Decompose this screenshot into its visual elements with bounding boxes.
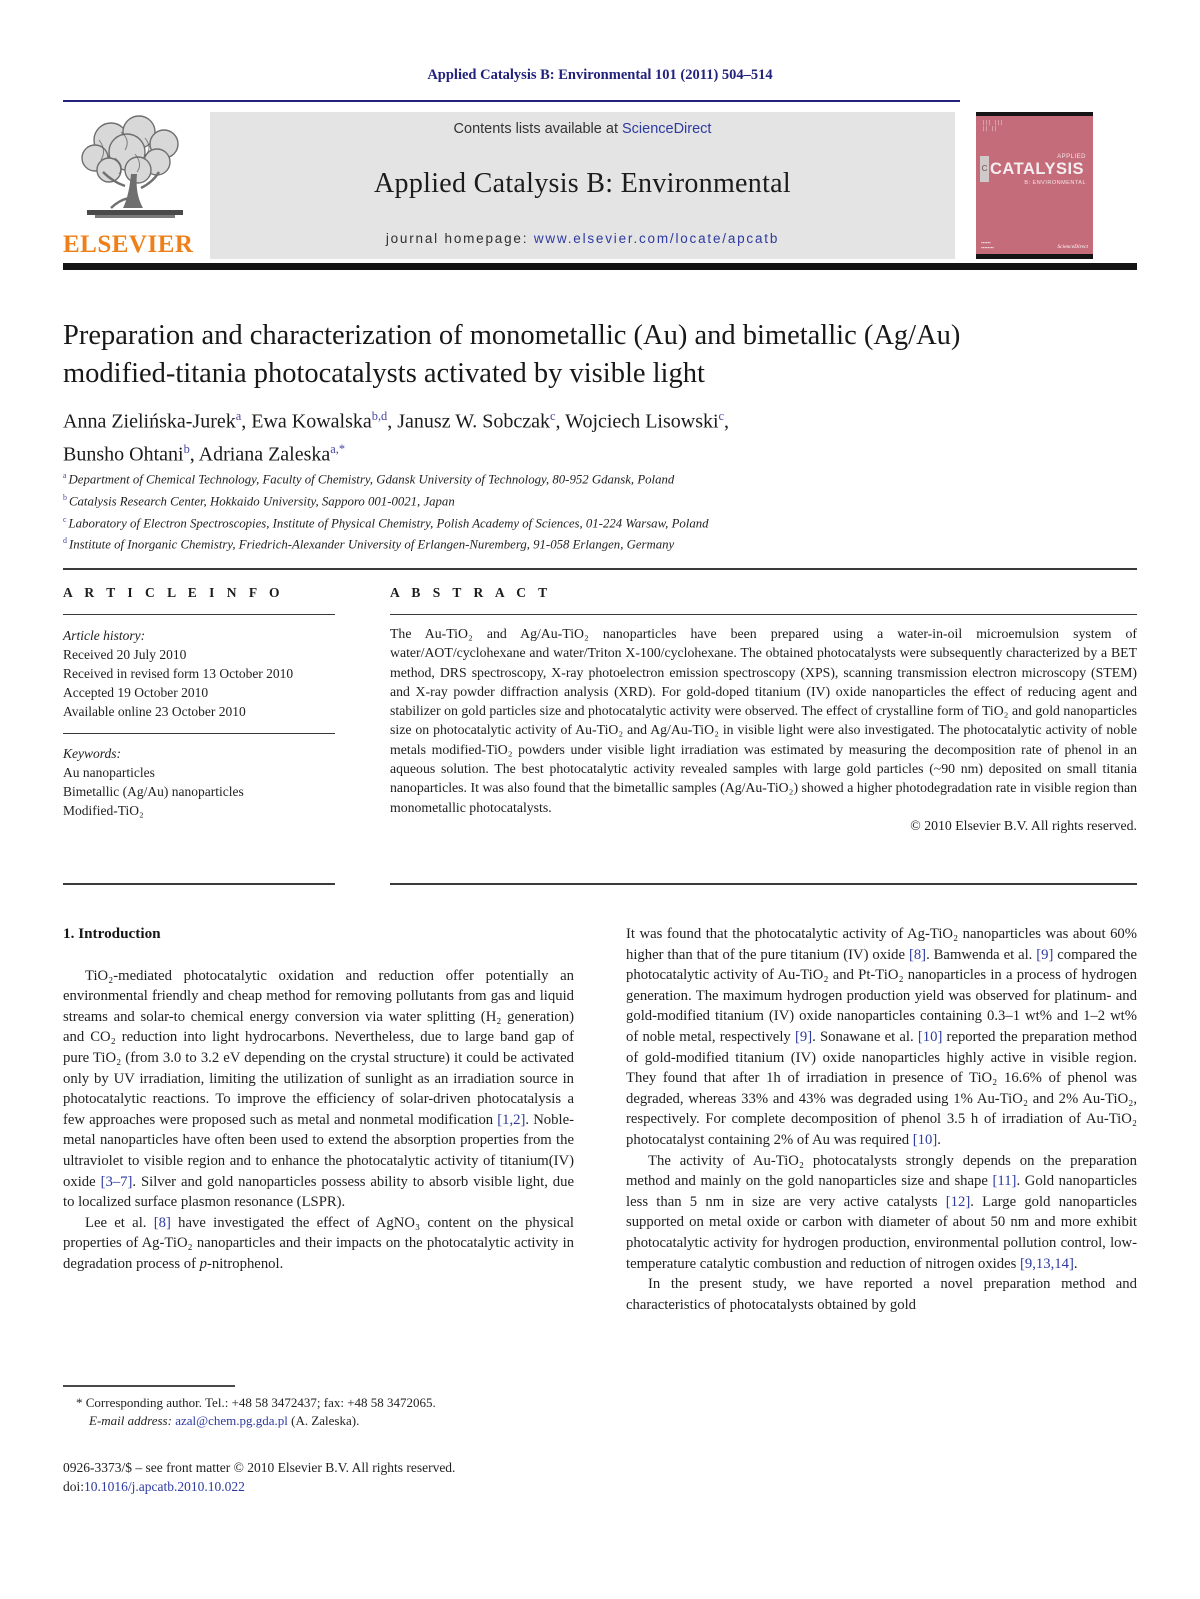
author-affiliation-mark: b <box>183 441 190 456</box>
cover-code: ||| ||| || || <box>982 120 1004 132</box>
cover-applied-label: APPLIED <box>1057 154 1086 160</box>
intro-paragraph: Lee et al. [8] have investigated the effect of AgNO₃ content on the physical properties of Ag-TiO₂ nanoparticles and their impacts on the photocatalytic activity in degradation process of p-nitrophenol. <box>63 1214 574 1272</box>
article-title-line1: Preparation and characterization of monometallic (Au) and bimetallic (Ag/Au) <box>63 320 961 351</box>
email-link[interactable]: azal@chem.pg.gda.pl <box>175 1413 288 1428</box>
section-heading-introduction: 1. Introduction <box>63 925 161 942</box>
citation-ref[interactable]: [9,13,14] <box>1020 1255 1074 1272</box>
article-info-heading: A R T I C L E I N F O <box>63 585 335 615</box>
history-revised: Received in revised form 13 October 2010 <box>63 666 294 681</box>
citation-ref[interactable]: [9] <box>1036 946 1054 963</box>
history-accepted: Accepted 19 October 2010 <box>63 685 209 700</box>
keyword-2: Bimetallic (Ag/Au) nanoparticles <box>63 784 244 799</box>
author-line-1: Anna Zielińska-Jurek$^a$, Ewa Kowalska$^{b,d}$, Janusz W. Sobczak$^c$, Wojciech Lisowski$^c$, <box>63 409 730 433</box>
author-affiliation-mark: a <box>235 409 242 423</box>
keywords-label: Keywords: <box>63 746 121 761</box>
issn-copyright-line: 0926-3373/$ – see front matter © 2010 Elsevier B.V. All rights reserved. <box>63 1460 456 1475</box>
citation-ref[interactable]: [12] <box>945 1193 971 1210</box>
intro-paragraph: The activity of Au-TiO₂ photocatalysts strongly depends on the preparation method and mainly on the gold nanoparticles size and shape [11]. Gold nanoparticles less than 5 nm in size are very active catalysts [12]. Large gold nanoparticles supported on metal oxide or carbon with diameter of about 50 nm and more exhibit photocatalytic activity for hydrogen production, environmental pollution control, low-temperature catalytic combustion and reduction of nitrogen oxides [9,13,14]. <box>626 1152 1137 1272</box>
journal-title: Applied Catalysis B: Environmental <box>374 168 791 199</box>
cover-c-badge: C <box>980 156 989 182</box>
author-line-2: Bunsho Ohtani$^b$, Adriana Zaleska$^{a,*}$ <box>63 441 346 466</box>
citation-ref[interactable]: [10] <box>912 1131 938 1148</box>
keyword-1: Au nanoparticles <box>63 765 155 780</box>
contents-prefix: Contents lists available at <box>453 121 622 137</box>
info-band-bottom-rule-left <box>63 883 335 885</box>
author-affiliation-mark: a,* <box>330 441 346 456</box>
citation-ref[interactable]: [8] <box>153 1214 171 1231</box>
text-segment: E-mail address: <box>89 1413 172 1428</box>
info-band-top-rule <box>63 568 1137 570</box>
footnote-rule <box>63 1385 235 1387</box>
cover-title: CATALYSIS <box>990 160 1085 178</box>
homepage-prefix: journal homepage: <box>385 231 534 246</box>
citation-ref[interactable]: [10] <box>917 1028 943 1045</box>
author-affiliation-mark: b,d <box>371 409 388 423</box>
doi-line: doi:10.1016/j.apcatb.2010.10.022 <box>63 1479 245 1494</box>
cover-sciencedirect-mini: ScienceDirect <box>1057 244 1088 250</box>
citation-ref[interactable]: [8] <box>908 946 927 963</box>
elsevier-tree-icon <box>65 114 205 229</box>
author-affiliation-mark: d <box>63 536 67 546</box>
sciencedirect-link[interactable]: ScienceDirect <box>622 121 712 137</box>
affiliation-d: $^d$ Institute of Inorganic Chemistry, Friedrich-Alexander University of Erlangen-Nuremberg, 91-058 Erlangen, Germany <box>63 536 675 552</box>
info-band-bottom-rule-right <box>390 883 1137 885</box>
cover-subtitle: B: ENVIRONMENTAL <box>1024 180 1086 186</box>
abstract-heading: A B S T R A C T <box>390 585 1137 615</box>
doi-link[interactable]: 10.1016/j.apcatb.2010.10.022 <box>84 1479 245 1494</box>
article-history-label: Article history: <box>63 628 146 643</box>
keywords-group <box>63 733 335 820</box>
homepage-line <box>220 231 945 246</box>
author-affiliation-mark: b <box>63 492 67 502</box>
affiliation-list <box>63 467 1137 554</box>
keyword-3: Modified-TiO₂ <box>63 803 144 818</box>
body-column-right <box>626 924 1137 1315</box>
citation-ref[interactable]: [9] <box>794 1028 813 1045</box>
header-rule <box>63 100 960 102</box>
text-segment: p <box>199 1255 207 1272</box>
journal-header-banner <box>63 112 1137 259</box>
journal-banner-box <box>210 112 955 259</box>
citation-ref[interactable]: [11] <box>992 1173 1017 1190</box>
article-title-line2: modified-titania photocatalysts activated by visible light <box>63 358 705 389</box>
header-thick-rule <box>63 263 1137 270</box>
author-affiliation-mark: c <box>63 514 67 524</box>
author-affiliation-mark: a <box>63 471 67 480</box>
journal-homepage-link[interactable]: www.elsevier.com/locate/apcatb <box>533 231 780 246</box>
bottom-matter <box>63 1458 574 1496</box>
abstract-text: The Au-TiO₂ and Ag/Au-TiO₂ nanoparticles have been prepared using a water-in-oil microemulsion system of water/AOT/cyclohexane and water/Triton X-100/cyclohexane. The obtained photocatalysts were subsequently characterized by a BET method, DRS spectroscopy, X-ray photoelectron emission spectroscopy (XPS), scanning transmission electron microscopy (STEM) and X-ray powder diffraction analysis (XRD). For gold-doped titanium (IV) oxide nanoparticles the effect of reducing agent and stabilizer on gold particles size and photocatalytic activity were observed. The effect of crystalline form of TiO₂ and gold nanoparticles size on photocatalytic activity of Au-TiO₂ and Ag/Au-TiO₂ in visible light were also investigated. The photocatalytic activity of noble metals modified-TiO₂ powders under visible light irradiation was estimated by measuring the decomposition rate of phenol in an aqueous solution. The best photocatalytic activity revealed samples with large gold particles (~90 nm) deposited on small titania nanoparticles. It was also found that the bimetallic samples (Ag/Au-TiO₂) showed a higher photodegradation rate in visible region than monometallic photocatalysts. <box>390 626 1137 815</box>
footnote-contact: * Corresponding author. Tel.: +48 58 3472437; fax: +48 58 3472065. <box>76 1394 436 1410</box>
cover-footer-text: ▪▪▪▪▪▪ ▪▪▪▪▪▪▪▪ <box>981 240 994 250</box>
journal-cover-thumbnail[interactable] <box>976 112 1093 259</box>
abstract-copyright: © 2010 Elsevier B.V. All rights reserved. <box>910 817 1137 833</box>
contents-line <box>220 121 945 137</box>
citation-ref[interactable]: [1,2] <box>497 1111 526 1128</box>
corresponding-author-footnote <box>63 1385 574 1431</box>
article-title <box>63 317 1137 393</box>
elsevier-logo <box>63 112 208 259</box>
intro-paragraph: In the present study, we have reported a novel preparation method and characteristics of photocatalysts obtained by gold <box>626 1276 1137 1313</box>
journal-citation: Applied Catalysis B: Environmental 101 (2011) 504–514 <box>427 67 773 83</box>
author-list <box>63 403 1137 468</box>
history-online: Available online 23 October 2010 <box>63 704 246 719</box>
intro-paragraph: TiO₂-mediated photocatalytic oxidation and reduction offer potentially an environmental friendly and cheap method for removing pollutants from gas and liquid streams and solar-to chemical energy conversion via water splitting (H₂ generation) and CO₂ reduction into light hydrocarbons. Nevertheless, due to large band gap of pure TiO₂ (from 3.0 to 3.2 eV depending on the crystal structure) it could be activated only by UV irradiation, limiting the utilization of sunlight as an irradiation source in photocatalytic reactions. To improve the efficiency of solar-driven photocatalysis a few approaches were proposed such as metal and nonmetal modification [1,2]. Noble-metal nanoparticles have often been used to extend the absorption properties from the ultraviolet to visible region and to enhance the photocatalytic activity of titanium(IV) oxide [3–7]. Silver and gold nanoparticles possess ability to absorb visible light, due to localized surface plasmon resonance (LSPR). <box>63 967 575 1211</box>
intro-paragraph: It was found that the photocatalytic activity of Ag-TiO₂ nanoparticles was about 60% higher than that of the pure titanium (IV) oxide [8]. Bamwenda et al. [9] compared the photocatalytic activity of Au-TiO₂ and Pt-TiO₂ nanoparticles in a process of hydrogen generation. The maximum hydrogen production yield was observed for platinum- and gold-modified titanium (IV) oxide nanoparticles containing 0.3–1 wt% and 1–2 wt% of noble metal, respectively [9]. Sonawane et al. [10] reported the preparation method of gold-modified titanium (IV) oxide nanoparticles highly active in visible region. They found that after 1h of irradiation in presence of TiO₂ 16.6% of phenol was degraded, whereas 33% and 43% was degraded using 1% Au-TiO₂ and 2% Au-TiO₂, respectively. For complete decomposition of phenol 3.5 h of irradiation of Au-TiO₂ photocatalyst containing 2% of Au was required [10]. <box>626 926 1137 1148</box>
affiliation-a: $^a$ Department of Chemical Technology, Faculty of Chemistry, Gdansk University of Technology, 80-952 Gdansk, Poland <box>63 471 675 487</box>
author-affiliation-mark: c <box>550 409 556 423</box>
history-received: Received 20 July 2010 <box>63 647 187 662</box>
body-column-left <box>63 924 574 1275</box>
affiliation-b: $^b$ Catalysis Research Center, Hokkaido University, Sapporo 001-0021, Japan <box>63 492 455 509</box>
elsevier-wordmark: ELSEVIER <box>63 231 194 258</box>
affiliation-c: $^c$ Laboratory of Electron Spectroscopies, Institute of Physical Chemistry, Polish Academy of Sciences, 01-224 Warsaw, Poland <box>63 514 709 530</box>
article-info-column <box>63 585 335 820</box>
footnote-email-line: E-mail address: azal@chem.pg.gda.pl (A. Zaleska). <box>89 1413 360 1428</box>
article-history <box>63 626 335 721</box>
abstract-column <box>390 585 1137 834</box>
author-affiliation-mark: c <box>718 409 725 423</box>
citation-ref[interactable]: [3–7] <box>100 1173 133 1190</box>
